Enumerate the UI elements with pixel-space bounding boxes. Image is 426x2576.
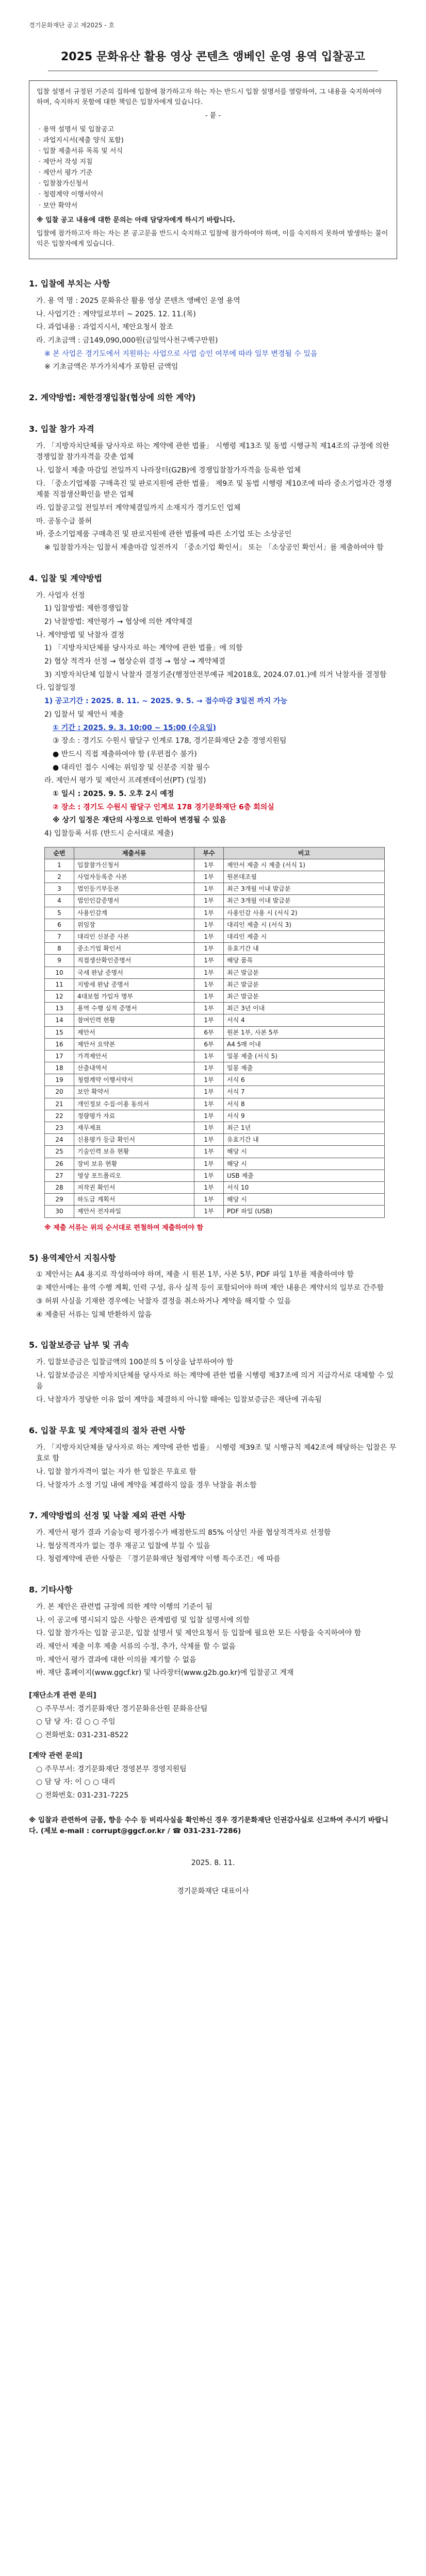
table-cell: 8 (45, 943, 74, 955)
contact-row: ○ 전화번호: 031-231-7225 (36, 1791, 129, 1800)
table-cell: 밀봉 제출 (224, 1062, 385, 1074)
table-cell: 신용평가 등급 확인서 (74, 1134, 194, 1146)
contacts (29, 1690, 397, 1802)
table-cell: 정량평가 자료 (74, 1110, 194, 1122)
section-row: ※ 기초금액은 부가가치세가 포함된 금액임 (44, 363, 178, 371)
table-cell: 밀봉 제출 (서식 5) (224, 1050, 385, 1062)
table-cell: 최근 3년 이내 (224, 1003, 385, 1014)
table-cell: 유효기간 내 (224, 943, 385, 955)
table-cell: 3 (45, 883, 74, 895)
table-cell: 제안서 전자파일 (74, 1206, 194, 1217)
table-cell: 서식 7 (224, 1086, 385, 1098)
table-cell: 4대보험 가입자 명부 (74, 990, 194, 1002)
section-row: 4) 입찰등록 서류 (반드시 순서대로 제출) (44, 829, 174, 838)
table-cell: 1부 (194, 859, 224, 871)
table-row (45, 1134, 385, 1146)
section-row: 바. 재단 홈페이지(www.ggcf.kr) 및 나라장터(www.g2b.go.kr)에 입찰공고 게재 (36, 1669, 294, 1677)
table-row (45, 1014, 385, 1026)
notice-sub: - 붙 - (205, 112, 221, 120)
table-cell: 1부 (194, 990, 224, 1002)
section-row: 다. 입찰일정 (36, 684, 76, 692)
table-row (45, 919, 385, 930)
table-cell: 서식 6 (224, 1074, 385, 1086)
section-invalid-bids (29, 1425, 397, 1492)
table-cell: 24 (45, 1134, 74, 1146)
document-number: 경기문화재단 공고 제2025 - 호 (29, 22, 115, 29)
section-row: 2) 협상 적격자 선정 → 협상순위 결정 → 협상 → 계약체결 (44, 657, 226, 666)
table-cell: 사용인감 사용 시 (서식 2) (224, 907, 385, 919)
contact-group-title: [계약 관련 문의] (29, 1751, 83, 1760)
table-row (45, 1206, 385, 1217)
table-cell: 용역 수행 실적 증명서 (74, 1003, 194, 1014)
table-row (45, 1062, 385, 1074)
table-cell: 1부 (194, 1086, 224, 1098)
table-cell: 법인등기부등본 (74, 883, 194, 895)
table-header-cell: 비고 (224, 847, 385, 859)
table-cell: 참여인력 현황 (74, 1014, 194, 1026)
table-cell: 6 (45, 919, 74, 930)
table-cell: 원본대조필 (224, 871, 385, 883)
section-row: 마. 공동수급 불허 (36, 517, 92, 526)
table-cell: 산출내역서 (74, 1062, 194, 1074)
table-header-cell: 부수 (194, 847, 224, 859)
table-cell: 1부 (194, 895, 224, 907)
table-cell: 1부 (194, 1014, 224, 1026)
table-row (45, 1181, 385, 1193)
table-row (45, 955, 385, 967)
table-row (45, 871, 385, 883)
table-cell: 원본 1부, 사본 5부 (224, 1026, 385, 1038)
section-row: ※ 상기 일정은 재단의 사정으로 인하여 변경될 수 있음 (53, 816, 226, 825)
section-row: 라. 기초금액 : 금149,090,000원(금일억사천구백구만원) (36, 336, 218, 345)
table-cell: 1부 (194, 931, 224, 943)
section-row: ① 제안서는 A4 용지로 작성하여야 하며, 제출 시 원본 1부, 사본 5부, PDF 파일 1부를 제출하여야 함 (36, 1270, 354, 1279)
table-row (45, 895, 385, 907)
contact-group-title: [재단소개 관련 문의] (29, 1691, 96, 1700)
table-cell: 서식 8 (224, 1098, 385, 1110)
table-row (45, 907, 385, 919)
table-row (45, 1050, 385, 1062)
table-cell: 30 (45, 1206, 74, 1217)
section-row: 나. 입찰서 제출 마감일 전일까지 나라장터(G2B)에 경쟁입찰참가자격을 등록한 업체 (36, 466, 301, 475)
section-bid-deposit (29, 1339, 397, 1406)
table-cell: 1부 (194, 1074, 224, 1086)
section-row: 1) 공고기간 : 2025. 8. 11. ~ 2025. 9. 5. → 접수마감 3일전 까지 가능 (44, 697, 288, 706)
section-row: ※ 본 사업은 경기도에서 지원하는 사업으로 사업 승인 여부에 따라 일부 변경될 수 있음 (44, 349, 318, 358)
section-row: 다. 과업내용 : 과업지시서, 제안요청서 참조 (36, 323, 173, 332)
table-cell: 개인정보 수집·이용 동의서 (74, 1098, 194, 1110)
section-row: 나. 계약방법 및 낙찰자 결정 (36, 631, 125, 639)
table-cell: 1부 (194, 955, 224, 967)
table-row (45, 990, 385, 1002)
section-row: ④ 제출된 서류는 일체 반환하지 않음 (36, 1310, 152, 1319)
table-cell: 18 (45, 1062, 74, 1074)
table-cell: 1부 (194, 1003, 224, 1014)
notice-item: · 청렴계약 이행서약서 (39, 191, 104, 199)
section-contract-method (29, 392, 397, 404)
table-cell: 1부 (194, 943, 224, 955)
section-row: ● 반드시 직접 제출하여야 함 (우편접수 불가) (53, 750, 197, 758)
notice-item: · 용역 설명서 및 입찰공고 (39, 125, 114, 133)
contact-row: ○ 전화번호: 031-231-8522 (36, 1731, 129, 1740)
section-row: ③ 장소 : 경기도 수원시 팔달구 인계로 178, 경기문화재단 2층 경영지원팀 (53, 737, 287, 745)
notice-item: · 과업지시서(제출 양식 포함) (39, 136, 124, 144)
table-cell: 최근 3개월 이내 발급분 (224, 883, 385, 895)
table-cell: 영상 포트폴리오 (74, 1170, 194, 1181)
corruption-report-note: ※ 입찰과 관련하여 금품, 향응 수수 등 비리사실을 확인하신 경우 경기문화재단 인권감사실로 신고하여 주시기 바랍니다. (제보 e-mail : corrupt@ggcf.or.kr / ☎ 031-231-7286) (29, 1816, 388, 1836)
table-cell: 1부 (194, 1122, 224, 1134)
table-cell: 해당 품목 (224, 955, 385, 967)
section-row: ① 기간 : 2025. 9. 3. 10:00 ~ 15:00 (수요일) (53, 723, 216, 732)
section-row: 다. 「중소기업제품 구매촉진 및 판로지원에 관한 법률」 제9조 및 동법 시행령 제10조에 따라 중소기업자간 경쟁제품 직접생산확인을 받은 업체 (36, 479, 392, 499)
section-selection (29, 1510, 397, 1565)
table-cell: 21 (45, 1098, 74, 1110)
announcement-date: 2025. 8. 11. (191, 1858, 235, 1867)
section-row: 다. 입찰 참가자는 입찰 공고문, 입찰 설명서 및 제안요청서 등 입찰에 필요한 모든 사항을 숙지하여야 함 (36, 1629, 362, 1638)
section-row: ② 장소 : 경기도 수원시 팔달구 인계로 178 경기문화재단 6층 회의실 (53, 803, 274, 811)
section-bid-items (29, 278, 397, 373)
table-cell: 9 (45, 955, 74, 967)
table-cell: 제안서 요약본 (74, 1038, 194, 1050)
submission-documents-table (44, 847, 385, 1218)
table-cell: 26 (45, 1158, 74, 1170)
table-row (45, 1194, 385, 1206)
table-cell: 5 (45, 907, 74, 919)
section-eligibility (29, 423, 397, 554)
table-cell: 대리인 제출 시 (224, 931, 385, 943)
table-cell: 서식 9 (224, 1110, 385, 1122)
notice-tail: 입찰에 참가하고자 하는 자는 본 공고문을 반드시 숙지하고 입찰에 참가하여야 하며, 이를 숙지하지 못하여 발생하는 불이익은 입찰자에게 있습니다. (37, 229, 388, 248)
section-heading: 1. 입찰에 부치는 사항 (29, 279, 110, 289)
table-cell: 27 (45, 1170, 74, 1181)
section-row: 가. 사업자 선정 (36, 591, 85, 600)
table-cell: 해당 시 (224, 1158, 385, 1170)
table-cell: 위임장 (74, 919, 194, 930)
table-cell: 대리인 제출 시 (서식 3) (224, 919, 385, 930)
table-cell: 해당 시 (224, 1194, 385, 1206)
section-row: 가. 용 역 명 : 2025 문화유산 활용 영상 콘텐츠 앵베인 운영 용역 (36, 296, 240, 305)
section-row: 1) 입찰방법: 제한경쟁입찰 (44, 604, 129, 613)
table-cell: 1부 (194, 1158, 224, 1170)
section-row: 가. 입찰보증금은 입찰금액의 100분의 5 이상을 납부하여야 함 (36, 1358, 234, 1367)
section-misc (29, 1584, 397, 1679)
section-row: ① 일시 : 2025. 9. 5. 오후 2시 예정 (53, 789, 174, 798)
notice-intro: 입찰 설명서 규정된 기준의 집하에 입찰에 참가하고자 하는 자는 반드시 입찰 설명서를 열람하여, 그 내용을 숙지하여야 하며, 숙지하지 못함에 대한 책임은 입찰자에게 있습니다. (37, 88, 382, 107)
table-row (45, 1074, 385, 1086)
table-cell: 1부 (194, 1181, 224, 1193)
section-heading: 8. 기타사항 (29, 1585, 73, 1595)
table-cell: 사용인감계 (74, 907, 194, 919)
table-cell: PDF 파일 (USB) (224, 1206, 385, 1217)
table-cell: 13 (45, 1003, 74, 1014)
contact-group-contract (29, 1751, 397, 1802)
notice-item: · 입찰 제출서류 목록 및 서식 (39, 147, 123, 155)
table-cell: 1부 (194, 1146, 224, 1158)
table-cell: 기술인력 보유 현황 (74, 1146, 194, 1158)
table-cell: 1부 (194, 1134, 224, 1146)
table-cell: 중소기업 확인서 (74, 943, 194, 955)
table-cell: 29 (45, 1194, 74, 1206)
table-header-row (45, 847, 385, 859)
section-row: ② 제안서에는 용역 수행 계획, 인력 구성, 유사 실적 등이 포함되어야 하며 제안 내용은 계약서의 일부로 간주함 (36, 1284, 384, 1293)
notice-item: · 제안서 평가 기준 (39, 169, 93, 177)
section-row: 가. 본 제안은 관련법 규정에 의한 계약 이행의 기준이 됨 (36, 1602, 213, 1611)
table-cell: 장비 보유 현황 (74, 1158, 194, 1170)
table-cell: 15 (45, 1026, 74, 1038)
table-cell: 최근 발급분 (224, 990, 385, 1002)
table-header-cell: 순번 (45, 847, 74, 859)
table-body (45, 859, 385, 1217)
table-cell: 6부 (194, 1038, 224, 1050)
table-cell: 28 (45, 1181, 74, 1193)
table-cell: 최근 3개월 이내 발급분 (224, 895, 385, 907)
section-row: 나. 이 공고에 명시되지 않은 사항은 관계법령 및 입찰 설명서에 의함 (36, 1616, 250, 1624)
contact-row: ○ 담 당 자: 이 ○ ○ 대리 (36, 1778, 116, 1787)
section-heading: 7. 계약방법의 선정 및 낙찰 제외 관련 사항 (29, 1511, 186, 1521)
notice-item: · 입찰참가신청서 (39, 180, 89, 188)
table-cell: USB 제출 (224, 1170, 385, 1181)
section-row: 1) 「지방자치단체를 당사자로 하는 계약에 관한 법률」에 의함 (44, 644, 243, 653)
section-proposal-guidelines (29, 1252, 397, 1321)
section-heading: 2. 계약방법: 제한경쟁입찰(협상에 의한 계약) (29, 393, 196, 403)
table-cell: 20 (45, 1086, 74, 1098)
table-cell: 25 (45, 1146, 74, 1158)
notice-list (37, 125, 389, 211)
table-row (45, 859, 385, 871)
section-row: 다. 청렴계약에 관한 사항은 「경기문화재단 청렴계약 이행 특수조건」에 따름 (36, 1555, 281, 1564)
section-row: 가. 「지방자치단체를 당사자로 하는 계약에 관한 법률」 시행령 제39조 및 시행규칙 제42조에 해당하는 입찰은 무효로 함 (36, 1443, 397, 1463)
table-row (45, 967, 385, 978)
table-cell: 1부 (194, 907, 224, 919)
section-row: 3) 지방자치단체 입찰시 낙찰자 결정기준(행정안전부예규 제2018호, 2024.07.01.)에 의거 낙찰자를 결정함 (44, 670, 387, 679)
notice-item: · 보안 확약서 (39, 201, 78, 210)
table-row (45, 1038, 385, 1050)
table-cell: 하도급 계획서 (74, 1194, 194, 1206)
table-cell: 17 (45, 1050, 74, 1062)
table-cell: 2 (45, 871, 74, 883)
table-cell: 제안서 제출 시 제출 (서식 1) (224, 859, 385, 871)
section-row: 가. 제안서 평가 결과 기술능력 평가점수가 배점한도의 85% 이상인 자를 협상적격자로 선정함 (36, 1529, 331, 1537)
table-cell: 법인인감증명서 (74, 895, 194, 907)
table-cell: 대리인 신분증 사본 (74, 931, 194, 943)
table-cell: 최근 발급분 (224, 978, 385, 990)
section-heading: 3. 입찰 참가 자격 (29, 423, 94, 434)
table-cell: 12 (45, 990, 74, 1002)
section-row: ③ 허위 사실을 기재한 경우에는 낙찰자 결정을 취소하거나 계약을 해지할 수 있음 (36, 1297, 291, 1306)
table-cell: 사업자등록증 사본 (74, 871, 194, 883)
section-bid-method (29, 572, 397, 1233)
notice-bold-note: ※ 입찰 공고 내용에 대한 문의는 아래 담당자에게 하시기 바랍니다. (37, 216, 235, 224)
table-cell: 1부 (194, 1062, 224, 1074)
table-cell: 재무제표 (74, 1122, 194, 1134)
table-cell: 1부 (194, 1206, 224, 1217)
table-cell: 저작권 확인서 (74, 1181, 194, 1193)
table-cell: 1부 (194, 1050, 224, 1062)
table-row (45, 1122, 385, 1134)
section-row: 나. 사업기간 : 계약일로부터 ~ 2025. 12. 11.(목) (36, 310, 196, 318)
table-cell: 최근 발급분 (224, 967, 385, 978)
table-cell: 서식 4 (224, 1014, 385, 1026)
table-cell: 11 (45, 978, 74, 990)
section-row: 다. 낙찰자가 정당한 이유 없이 계약을 체결하지 아니할 때에는 입찰보증금은 재단에 귀속됨 (36, 1396, 322, 1404)
section-heading: 5. 입찰보증금 납부 및 귀속 (29, 1340, 129, 1350)
section-row: ● 대리인 접수 시에는 위임장 및 신분증 지참 필수 (53, 763, 210, 772)
section-heading: 6. 입찰 무효 및 계약체결의 절차 관련 사항 (29, 1425, 186, 1435)
table-row (45, 943, 385, 955)
table-header-cell: 제출서류 (74, 847, 194, 859)
table-cell: 가격제안서 (74, 1050, 194, 1062)
table-cell: 1부 (194, 871, 224, 883)
section-row: 바. 중소기업제품 구매촉진 및 판로지원에 관한 법률에 따른 소기업 또는 소상공인 (36, 530, 292, 539)
table-row (45, 1170, 385, 1181)
section-heading: 5) 용역제안서 지침사항 (29, 1252, 116, 1263)
section-row: 마. 제안서 평가 결과에 대한 이의를 제기할 수 없음 (36, 1655, 196, 1664)
table-note: ※ 제출 서류는 위의 순서대로 편철하여 제출하여야 함 (44, 1224, 204, 1232)
table-cell: 14 (45, 1014, 74, 1026)
section-row: 가. 「지방자치단체를 당사자로 하는 계약에 관한 법률」 시행령 제13조 및 동법 시행규칙 제14조의 규정에 의한 경쟁입찰 참가자격을 갖춘 업체 (36, 442, 389, 462)
table-cell: 제안서 (74, 1026, 194, 1038)
section-row: 다. 낙찰자가 소정 기일 내에 계약을 체결하지 않을 경우 낙찰을 취소함 (36, 1481, 257, 1489)
table-cell: 10 (45, 967, 74, 978)
section-row: 나. 입찰 참가자격이 없는 자가 한 입찰은 무효로 함 (36, 1467, 196, 1476)
contact-row: ○ 담 당 자: 김 ○ ○ 주임 (36, 1718, 116, 1726)
table-cell: 국세 완납 증명서 (74, 967, 194, 978)
contact-row: ○ 주무부서: 경기문화재단 경기문화유산원 문화유산팀 (36, 1704, 208, 1713)
table-row (45, 1146, 385, 1158)
page-title: 2025 문화유산 활용 영상 콘텐츠 앵베인 운영 용역 입찰공고 (60, 50, 366, 63)
section-row: 라. 제안서 평가 및 제안서 프레젠테이션(PT) (일정) (44, 776, 206, 785)
table-cell: 청렴계약 이행서약서 (74, 1074, 194, 1086)
section-row: 라. 입찰공고일 전일부터 계약체결일까지 소재지가 경기도인 업체 (36, 504, 241, 513)
table-cell: 4 (45, 895, 74, 907)
issuing-organization: 경기문화재단 대표이사 (177, 1887, 249, 1896)
section-row: ※ 입찰참가자는 입찰서 제출마감 일전까지 「중소기업 확인서」 또는 「소상공인 확인서」를 제출하여야 함 (44, 544, 384, 552)
table-cell: 23 (45, 1122, 74, 1134)
table-cell: 유효기간 내 (224, 1134, 385, 1146)
contact-group-foundation (29, 1690, 397, 1741)
table-cell: 1 (45, 859, 74, 871)
notice-box (29, 80, 397, 259)
section-heading: 4. 입찰 및 계약방법 (29, 573, 103, 583)
table-row (45, 1110, 385, 1122)
table-cell: 직접생산확인증명서 (74, 955, 194, 967)
table-cell: 해당 시 (224, 1146, 385, 1158)
table-cell: 서식 10 (224, 1181, 385, 1193)
table-cell: 1부 (194, 967, 224, 978)
table-row (45, 978, 385, 990)
table-cell: 1부 (194, 1170, 224, 1181)
table-row (45, 1003, 385, 1014)
table-cell: 1부 (194, 919, 224, 930)
table-cell: 1부 (194, 1098, 224, 1110)
table-row (45, 1098, 385, 1110)
table-row (45, 1086, 385, 1098)
table-cell: 6부 (194, 1026, 224, 1038)
table-cell: 22 (45, 1110, 74, 1122)
table-row (45, 1158, 385, 1170)
section-row: 나. 협상적격자가 없는 경우 재공고 입찰에 부칠 수 있음 (36, 1541, 210, 1550)
table-cell: 입찰참가신청서 (74, 859, 194, 871)
notice-item: · 제안서 작성 지침 (39, 158, 93, 166)
section-row: 2) 입찰서 및 제안서 제출 (44, 710, 124, 719)
table-cell: 1부 (194, 883, 224, 895)
table-row (45, 883, 385, 895)
section-row: 나. 입찰보증금은 지방자치단체를 당사자로 하는 계약에 관한 법률 시행령 제37조에 의거 지급각서로 대체할 수 있음 (36, 1371, 394, 1391)
table-cell: 16 (45, 1038, 74, 1050)
table-cell: A4 5매 이내 (224, 1038, 385, 1050)
table-cell: 최근 1년 (224, 1122, 385, 1134)
table-cell: 보안 확약서 (74, 1086, 194, 1098)
table-cell: 1부 (194, 1110, 224, 1122)
table-cell: 19 (45, 1074, 74, 1086)
section-row: 2) 낙찰방법: 제안평가 → 협상에 의한 계약체결 (44, 618, 193, 626)
table-cell: 지방세 완납 증명서 (74, 978, 194, 990)
table-row (45, 1026, 385, 1038)
section-row: 라. 제안서 제출 이후 제출 서류의 수정, 추가, 삭제를 할 수 없음 (36, 1642, 236, 1651)
contact-row: ○ 주무부서: 경기문화재단 경영본부 경영지원팀 (36, 1765, 187, 1773)
table-cell: 1부 (194, 1194, 224, 1206)
table-cell: 1부 (194, 978, 224, 990)
table-row (45, 931, 385, 943)
table-cell: 7 (45, 931, 74, 943)
